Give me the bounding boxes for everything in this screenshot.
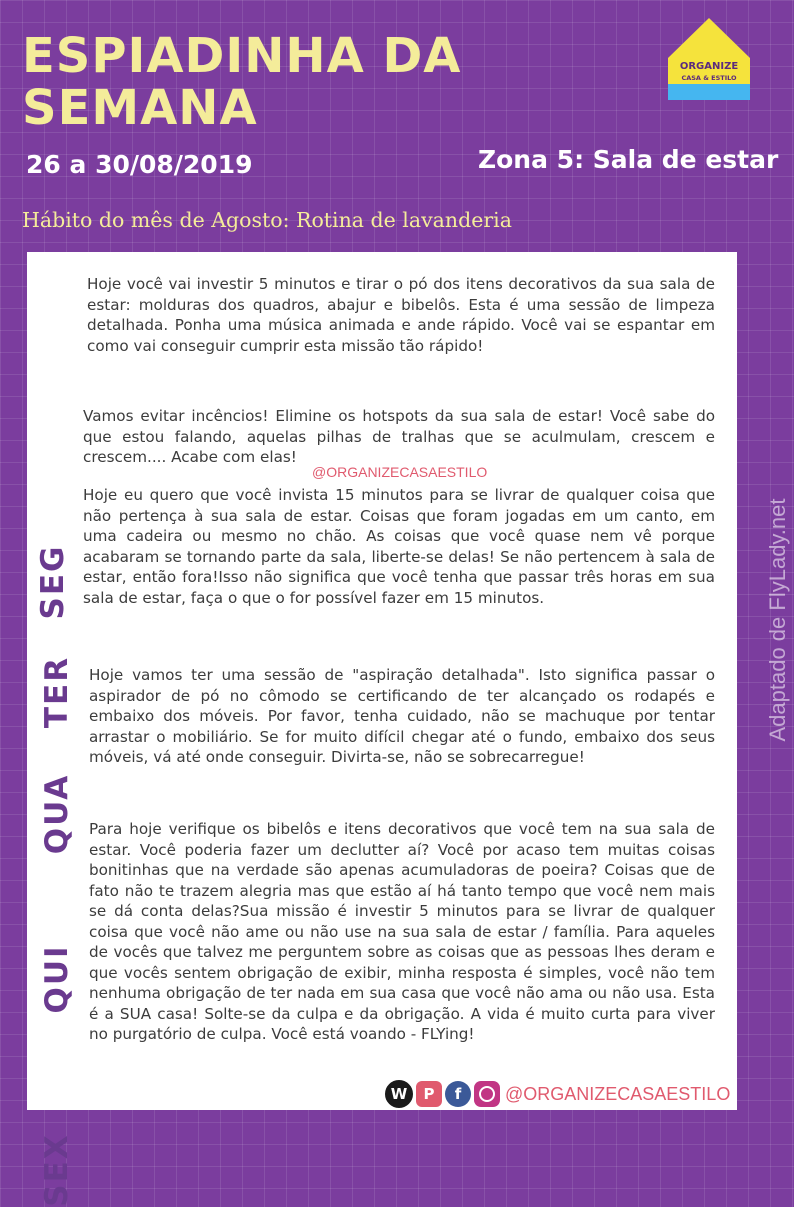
social-handle[interactable]: @ORGANIZECASAESTILO: [505, 1083, 731, 1104]
content-card: [27, 252, 737, 1207]
wordpress-icon[interactable]: W: [385, 1080, 413, 1108]
page-title: [22, 30, 461, 134]
day-label-seg: SEG: [35, 544, 71, 620]
watermark: @ORGANIZECASAESTILO: [312, 464, 488, 480]
day-text-seg: Hoje você vai investir 5 minutos e tirar o pó dos itens decorativos da sua sala de estar: molduras dos quadros, abajur e bibelôs. Esta é uma sessão de limpeza detalhada. Ponha uma música animada e ande rápido. Você vai se espantar em como vai conseguir cumprir esta missão tão rápido!: [87, 275, 715, 355]
pinterest-icon[interactable]: P: [416, 1081, 442, 1107]
instagram-icon[interactable]: [474, 1081, 500, 1107]
day-label-sex: SEX: [39, 1133, 75, 1207]
house-icon: [668, 18, 750, 100]
logo-text-main: ORGANIZE: [679, 61, 739, 72]
day-label-qua: QUA: [39, 773, 75, 855]
zone-title: Zona 5: Sala de estar: [478, 145, 779, 174]
title-line-2: SEMANA: [22, 80, 258, 136]
date-range: 26 a 30/08/2019: [26, 150, 253, 179]
day-text-ter: Vamos evitar incêncios! Elimine os hotspots da sua sala de estar! Você sabe do que estou falando, aquelas pilhas de tralhas que se aculmulam, crescem e crescem.... Acabe com elas!: [83, 407, 715, 466]
day-text-qui: Hoje vamos ter uma sessão de "aspiração detalhada". Isto significa passar o aspirador de pó no cômodo se certificando de ter alcançado os rodapés e embaixo dos móveis. Por favor, tenha cuidado, não se machuque por tentar arrastar o mobiliário. Se for muito difícil chegar até o fundo, embaixo dos seus móveis, vá até onde conseguir. Divirta-se, não se sobrecarregue!: [89, 666, 715, 766]
social-bar: [385, 1079, 730, 1109]
facebook-icon[interactable]: f: [445, 1081, 471, 1107]
title-line-1: ESPIADINHA DA: [22, 28, 462, 84]
logo-text-sub: CASA & ESTILO: [681, 74, 737, 82]
credit-text: Adaptado de FlyLady.net: [765, 498, 790, 742]
organize-logo: [668, 18, 750, 100]
day-label-ter: TER: [39, 655, 75, 729]
day-label-qui: QUI: [39, 944, 75, 1014]
habit-of-month: Hábito do mês de Agosto: Rotina de lavanderia: [22, 208, 512, 232]
day-text-sex: Para hoje verifique os bibelôs e itens decorativos que você tem na sua sala de estar. Você poderia fazer um declutter aí? Você por acaso tem muitas coisas bonitinhas que na verdade são apenas acumuladoras de poeira? Coisas que de fato não te trazem alegria mas que estão aí há tanto tempo que você nem mais se dá conta delas?Sua missão é investir 5 minutos para se livrar de qualquer coisa que você não ame ou não use na sua sala de estar / família. Para aqueles de vocês que talvez me perguntem sobre as coisas que as pessoas lhes deram e que vocês sentem obrigação de exibir, minha resposta é simples, você não tem nenhuma obrigação de ter nada em sua casa que você não ama ou não usa. Esta é a SUA casa! Solte-se da culpa e da obrigação. A vida é muito curta para viver no purgatório de culpa. Você está voando - FLYing!: [89, 820, 715, 1043]
day-text-qua: Hoje eu quero que você invista 15 minutos para se livrar de qualquer coisa que não pertença à sua sala de estar. Coisas que foram jogadas em um canto, em uma cadeira ou mesmo no chão. As coisas que você quase nem vê porque acabaram se tornando parte da sala, liberte-se delas! Se não pertencem à sala de estar, então fora!Isso não significa que você tenha que passar três horas em sua sala de estar, faça o que o for possível fazer em 15 minutos.: [83, 486, 715, 607]
